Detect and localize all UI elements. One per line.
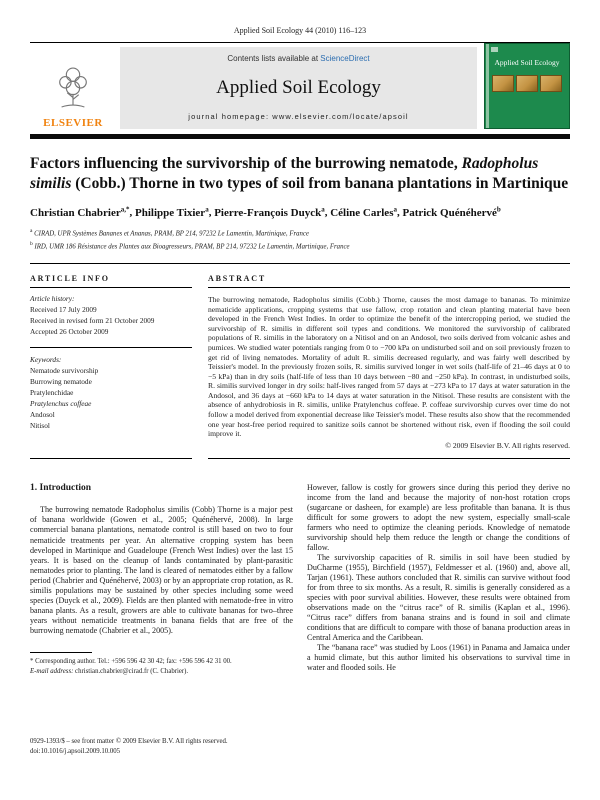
abstract-heading: ABSTRACT bbox=[208, 270, 570, 288]
author: Philippe Tixier$^a$ bbox=[135, 205, 209, 219]
history-item: Received 17 July 2009 bbox=[30, 305, 97, 315]
body-paragraph: However, fallow is costly for growers since during this period they derive no income from the land and because the majority of non-host rotation crops (sugarcane or dasheen, for example) are less profitable than banana. It is thus difficult for some growers to adopt the new system, especially small-scale farmers who need to optimize the cleaning periods. Knowledge of nematode survivorship should help them reduce the length or change the conditions of fallow. bbox=[307, 482, 570, 552]
title-block-rule bbox=[30, 263, 570, 264]
article-info-column bbox=[30, 270, 192, 458]
journal-cover-thumbnail bbox=[484, 43, 570, 129]
doi-line: doi:10.1016/j.apsoil.2009.10.005 bbox=[30, 748, 121, 756]
author: Céline Carles$^a$ bbox=[330, 205, 397, 219]
keyword: Pratylenchus coffeae bbox=[30, 398, 92, 408]
sciencedirect-link[interactable]: ScienceDirect bbox=[320, 54, 370, 63]
issn-line: 0929-1393/$ – see front matter © 2009 Elsevier B.V. All rights reserved. bbox=[30, 737, 228, 745]
cover-thumbnails bbox=[490, 75, 564, 92]
cover-publisher-mark bbox=[491, 47, 498, 52]
title-species-italic: Radopholus similis bbox=[30, 155, 539, 193]
page-footer bbox=[30, 737, 228, 758]
body-left-column bbox=[30, 483, 293, 678]
journal-citation: Applied Soil Ecology 44 (2010) 116–123 bbox=[233, 26, 367, 35]
title-prefix: Factors influencing the survivorship of the burrowing nematode, bbox=[30, 155, 462, 172]
article-title bbox=[30, 154, 570, 194]
footnote-email-line bbox=[30, 667, 293, 677]
section-heading-introduction: 1. Introduction bbox=[30, 482, 92, 493]
body-paragraph: The “banana race” was studied by Loos (1961) in Panama and Jamaica under a humid climate, but this author limited his observations to survival time in water and flooded soils. He bbox=[307, 643, 570, 673]
elsevier-logo bbox=[30, 43, 116, 131]
body-right-column bbox=[307, 483, 570, 678]
email-label: E-mail address: bbox=[30, 668, 74, 676]
keyword: Burrowing nematode bbox=[30, 376, 92, 386]
contents-line-prefix: Contents lists available at bbox=[227, 54, 321, 63]
info-abstract-section bbox=[30, 270, 570, 458]
body-columns bbox=[30, 483, 570, 678]
article-info-heading: ARTICLE INFO bbox=[30, 270, 192, 288]
article-info-body bbox=[30, 288, 192, 457]
elsevier-tree-icon bbox=[54, 65, 92, 116]
footnote-rule bbox=[30, 652, 92, 653]
history-item: Accepted 26 October 2009 bbox=[30, 327, 109, 337]
cover-thumbnail-image bbox=[516, 75, 538, 92]
article-history-label: Article history: bbox=[30, 294, 75, 304]
body-paragraph: The burrowing nematode Radopholus similis (Cobb) Thorne is a major pest of banana worldwide (Gowen et al., 2005; Quénéhervé, 2008). In large commercial banana plantations, nematode control is still based on two to four nematicide treatments per year. An alternative cropping system has been developed in Martinique and Guadeloupe (French West Indies) over the last 15 years. It is based on the cleanup of lands contaminated by plant-parasitic nematodes prior to planting. The land is cleared of nematodes either by a fallow period (Chabrier and Quénéhervé, 2003) or by an appropriate crop rotation, as R. similis populations may be sustained by other species including some weed species (Duyck et al., 2009). Fields are then planted with nematode-free in vitro banana plants. As a result, growers are able to cultivate bananas for two–three years without nematicide treatments in banana fields that are free of the burrowing nematode (Chabrier et al., 2005). bbox=[30, 505, 293, 635]
cover-thumbnail-image bbox=[540, 75, 562, 92]
keyword: Andosol bbox=[30, 409, 55, 419]
journal-title: Applied Soil Ecology bbox=[216, 76, 381, 98]
author: Pierre-François Duyck$^a$ bbox=[214, 205, 325, 219]
keyword: Nematode survivorship bbox=[30, 365, 99, 375]
contents-line bbox=[124, 54, 473, 63]
keyword: Nitisol bbox=[30, 420, 50, 430]
body-paragraph: The survivorship capacities of R. similis in soil have been studied by DuCharme (1955), Birchfield (1957), Feldmesser et al. (1960) and, above all, Tarjan (1961). These authors concluded that R. similis can survive without food for from three to six months. As a result, R. similis is generally considered as a species with poor survival abilities. However, these results were obtained from observations made on the “citrus race” of R. similis (Kaplan et al., 1996). “Citrus race” differs from banana strains and is found in soil and climate conditions that are difficult to compare with those of banana production areas in Central America and the Caribbean. bbox=[307, 552, 570, 643]
affiliations bbox=[30, 227, 570, 253]
abstract-text: The burrowing nematode, Radopholus similis (Cobb.) Thorne, causes the most damage to bananas. To minimize nematicide applications, cropping systems that use fallow, crop rotation and clean planting material have been developed in the French West Indies. In order to optimize the benefit of the intercropping period, we studied the survivorship of R. similis in different soil types and conditions. We monitored the survivorship of calibrated populations of R. similis in the laboratory on a Nitisol and on an Andosol, two soils derived from volcanic ashes and pumices. We studied water potentials ranging from 0 to −700 kPa on undisturbed soil and on soil previously frozen to get rid of living nematodes. Mortality of adult R. similis decreased regularly, and was fairly well described by Teissier's model. In the previously frozen soils, R. similis survived longer in wet soils (half-life of 21–46 days at 0 to −5 kPa) than in dry soils (half-life of less than 10 days between −80 and −250 kPa). In contrast, in undisturbed soils, R. similis survived longer in dry soils: half-lives ranged from 57 days at −273 kPa to 17 days at water saturation in the Andosol, and 36 days at −660 kPa to 14 days at water saturation in the Nitisol. These results are consistent with the absence of anhydrobiosis in R. similis, unlike Pratylenchus coffeae. P. coffeae survivorship curves over time do not follow a model derived from exponential decrease like Teissier's model. These results also show that the recommended one year host-free period required to sanitize soils cannot be shortened without risk, even if flooding the soil could improve it. bbox=[208, 295, 570, 439]
header-black-bar bbox=[30, 134, 570, 139]
keywords-divider bbox=[30, 347, 192, 348]
author: Christian Chabrier$^{a,*}$ bbox=[30, 205, 130, 219]
email-link[interactable]: christian.chabrier@cirad.fr (C. Chabrier). bbox=[73, 668, 189, 676]
journal-homepage-link[interactable]: journal homepage: www.elsevier.com/locate/apsoil bbox=[188, 112, 409, 121]
author-list: Christian Chabrier$^{a,*}$, Philippe Tixier$^a$, Pierre-François Duyck$^a$, Céline Carles$^a$, Patrick Quénéhervé$^b$ bbox=[30, 205, 501, 219]
author: Patrick Quénéhervé$^b$ bbox=[402, 205, 501, 219]
keyword: Pratylenchidae bbox=[30, 387, 74, 397]
keywords-label: Keywords: bbox=[30, 354, 62, 364]
title-suffix: (Cobb.) Thorne in two types of soil from banana plantations in Martinique bbox=[71, 175, 569, 193]
history-item: Received in revised form 21 October 2009 bbox=[30, 316, 155, 326]
abstract-column bbox=[208, 270, 570, 458]
cover-thumbnail-image bbox=[492, 75, 514, 92]
cover-spine bbox=[486, 44, 489, 128]
cover-title: Applied Soil Ecology bbox=[494, 58, 560, 67]
elsevier-logo-text: ELSEVIER bbox=[43, 117, 103, 129]
affiliation: $^a$ CIRAD, UPR Systèmes Bananes et Ananas, PRAM, BP 214, 97232 Le Lamentin, Martinique, France bbox=[30, 227, 309, 238]
affiliation: $^b$ IRD, UMR 186 Résistance des Plantes aux Bioagresseurs, PRAM, BP 214, 97232 Le Lamentin, Martinique, France bbox=[30, 241, 350, 251]
journal-banner bbox=[120, 47, 477, 129]
abstract-copyright: © 2009 Elsevier B.V. All rights reserved. bbox=[445, 440, 570, 450]
footnote-line: * Corresponding author. Tel.: +596 596 42 30 42; fax: +596 596 42 31 00. bbox=[30, 657, 232, 665]
masthead bbox=[30, 43, 570, 131]
corresponding-author-footnote bbox=[30, 652, 293, 677]
